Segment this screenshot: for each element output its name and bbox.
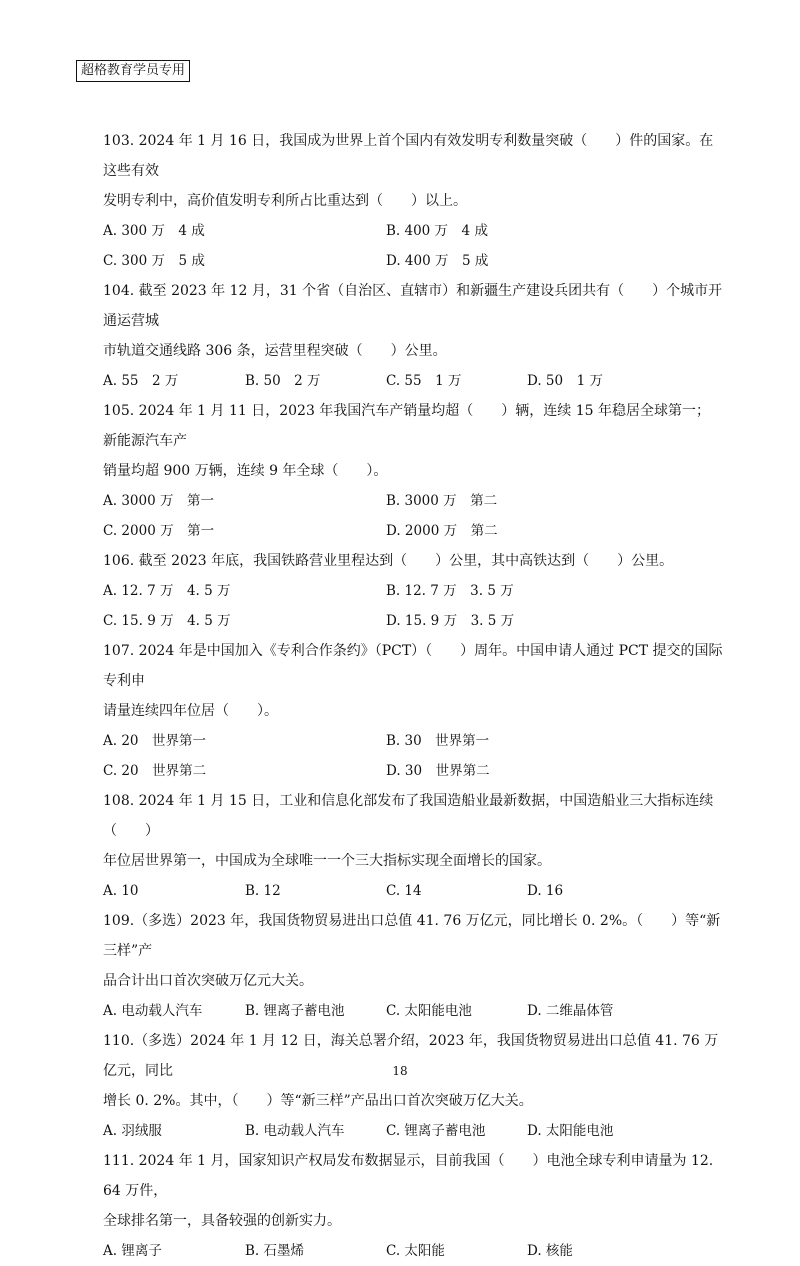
question-list [103,126,723,1266]
question-stem-line: 请量连续四年位居（ ）。 [103,703,278,719]
option-b: B. 12 [245,883,281,899]
option-b: B. 3000 万 第二 [386,493,498,509]
option-d: D. 太阳能电池 [527,1123,614,1139]
page-number: 18 [392,1064,408,1078]
question-stem-line: 年位居世界第一，中国成为全球唯一一个三大指标实现全面增长的国家。 [103,853,551,869]
option-a: A. 10 [103,883,139,899]
option-a: A. 电动载人汽车 [103,1003,203,1019]
question-stem-line: 110.（多选）2024 年 1 月 12 日，海关总署介绍，2023 年，我国货物贸易进出口总值 41. 76 万亿元，同比 [103,1033,719,1079]
option-row [103,516,723,546]
header-label: 超格教育学员专用 [76,60,190,82]
option-row [103,726,723,756]
option-a: A. 12. 7 万 4. 5 万 [103,583,231,599]
option-row [103,486,723,516]
question-stem-line: 销量均超 900 万辆，连续 9 年全球（ ）。 [103,463,388,479]
question-stem-line: 108. 2024 年 1 月 15 日，工业和信息化部发布了我国造船业最新数据，中国造船业三大指标连续（ ） [103,793,714,839]
question-stem-line: 107. 2024 年是中国加入《专利合作条约》（PCT）（ ）周年。中国申请人通过 PCT 提交的国际专利申 [103,643,723,689]
question-stem-line: 全球排名第一，具备较强的创新实力。 [103,1213,341,1229]
option-c: C. 2000 万 第一 [103,523,215,539]
option-row [103,246,723,276]
option-b: B. 400 万 4 成 [386,223,488,239]
option-row [103,216,723,246]
option-row [103,576,723,606]
option-row [103,876,723,906]
option-c: C. 太阳能 [386,1243,445,1259]
option-row [103,996,723,1026]
option-c: C. 300 万 5 成 [103,253,205,269]
question-stem-line: 品合计出口首次突破万亿元大关。 [103,973,313,989]
question-105 [103,396,723,546]
question-103 [103,126,723,276]
option-a: A. 羽绒服 [103,1123,162,1139]
option-d: D. 二维晶体管 [527,1003,614,1019]
option-c: C. 55 1 万 [386,373,462,389]
option-row [103,606,723,636]
option-d: D. 2000 万 第二 [386,523,498,539]
option-a: A. 55 2 万 [103,373,179,389]
question-104 [103,276,723,396]
question-110 [103,1026,723,1146]
option-d: D. 核能 [527,1243,573,1259]
question-stem-line: 111. 2024 年 1 月，国家知识产权局发布数据显示，目前我国（ ）电池全球专利申请量为 12. 64 万件， [103,1153,718,1199]
option-b: B. 锂离子蓄电池 [245,1003,345,1019]
question-108 [103,786,723,906]
option-d: D. 15. 9 万 3. 5 万 [386,613,515,629]
question-stem-line: 发明专利中，高价值发明专利所占比重达到（ ）以上。 [103,193,467,209]
option-row [103,756,723,786]
option-c: C. 15. 9 万 4. 5 万 [103,613,231,629]
option-c: C. 太阳能电池 [386,1003,472,1019]
option-c: C. 锂离子蓄电池 [386,1123,486,1139]
option-row [103,1116,723,1146]
option-b: B. 石墨烯 [245,1243,305,1259]
option-d: D. 30 世界第二 [386,763,490,779]
option-b: B. 电动载人汽车 [245,1123,345,1139]
option-d: D. 400 万 5 成 [386,253,489,269]
option-b: B. 30 世界第一 [386,733,490,749]
option-a: A. 锂离子 [103,1243,162,1259]
option-row [103,366,723,396]
option-b: B. 50 2 万 [245,373,321,389]
option-c: C. 20 世界第二 [103,763,207,779]
option-a: A. 20 世界第一 [103,733,207,749]
question-107 [103,636,723,786]
question-109 [103,906,723,1026]
option-row [103,1236,723,1266]
option-d: D. 50 1 万 [527,373,603,389]
question-stem-line: 109.（多选）2023 年，我国货物贸易进出口总值 41. 76 万亿元，同比增长 0. 2%。（ ）等“新三样”产 [103,913,721,959]
question-stem-line: 104. 截至 2023 年 12 月，31 个省（自治区、直辖市）和新疆生产建设兵团共有（ ）个城市开通运营城 [103,283,723,329]
option-a: A. 300 万 4 成 [103,223,205,239]
question-stem-line: 105. 2024 年 1 月 11 日，2023 年我国汽车产销量均超（ ）辆，连续 15 年稳居全球第一；新能源汽车产 [103,403,711,449]
question-111 [103,1146,723,1266]
question-stem-line: 106. 截至 2023 年底，我国铁路营业里程达到（ ）公里，其中高铁达到（ ）公里。 [103,553,674,569]
option-a: A. 3000 万 第一 [103,493,214,509]
question-106 [103,546,723,636]
question-stem-line: 103. 2024 年 1 月 16 日，我国成为世界上首个国内有效发明专利数量突破（ ）件的国家。在这些有效 [103,133,714,179]
option-b: B. 12. 7 万 3. 5 万 [386,583,514,599]
question-stem-line: 市轨道交通线路 306 条，运营里程突破（ ）公里。 [103,343,447,359]
question-stem-line: 增长 0. 2%。其中，（ ）等“新三样”产品出口首次突破万亿大关。 [103,1093,533,1109]
option-c: C. 14 [386,883,422,899]
option-d: D. 16 [527,883,564,899]
